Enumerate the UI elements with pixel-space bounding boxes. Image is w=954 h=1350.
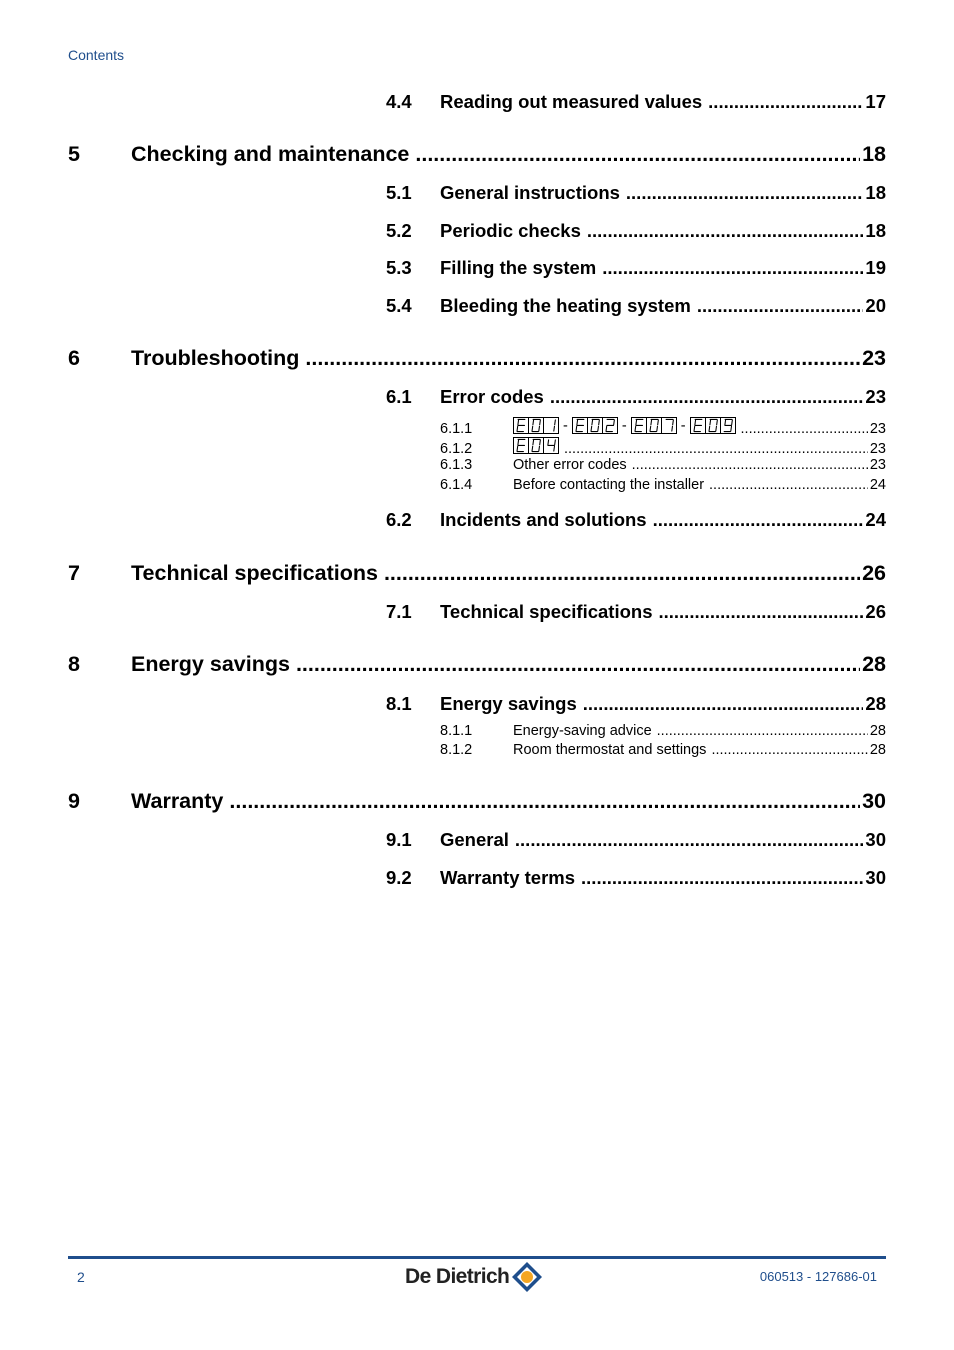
segment-digit <box>529 417 544 434</box>
toc-page: 18 <box>862 142 886 166</box>
segment-digit <box>603 417 618 434</box>
code-separator: - <box>563 417 568 434</box>
toc-title: Troubleshooting <box>131 346 300 370</box>
toc-title: Periodic checks <box>440 220 581 241</box>
leader-dots <box>711 742 867 758</box>
toc-page: 28 <box>869 723 886 739</box>
toc-page: 30 <box>865 867 886 888</box>
toc-number: 9.1 <box>386 829 412 850</box>
leader-dots <box>581 867 863 889</box>
toc-page: 24 <box>869 477 886 493</box>
toc-entry-9-2[interactable] <box>386 867 886 889</box>
toc-number: 6.1.1 <box>440 421 473 437</box>
toc-entry-6-1[interactable] <box>386 386 886 408</box>
code-separator: - <box>621 417 627 434</box>
toc-title: Energy savings <box>440 693 577 714</box>
toc-number: 7 <box>68 561 80 585</box>
toc-number: 5.1 <box>386 182 412 203</box>
leader-dots <box>709 477 868 493</box>
toc-page: 28 <box>869 742 886 758</box>
toc-title: General instructions <box>440 182 620 203</box>
toc-page: 19 <box>865 257 886 278</box>
leader-dots <box>626 182 864 204</box>
toc-entry-7-1[interactable] <box>386 601 886 623</box>
segment-digit <box>690 417 706 434</box>
leader-dots <box>653 509 864 531</box>
toc-page: 30 <box>865 829 886 850</box>
error-code-e07 <box>631 417 677 434</box>
toc-number: 5.3 <box>386 257 412 278</box>
leader-dots <box>658 601 863 623</box>
segment-digit <box>544 417 559 434</box>
toc-page: 17 <box>865 91 886 112</box>
toc-entry-5-3[interactable] <box>386 257 886 279</box>
segment-digit <box>513 417 529 434</box>
toc-title: Reading out measured values <box>440 91 703 112</box>
toc-number: 5.4 <box>386 295 412 316</box>
leader-dots <box>697 295 864 317</box>
toc-entry-8-1-2[interactable] <box>440 742 886 758</box>
toc-entry-6-1-3[interactable] <box>440 457 886 473</box>
toc-entry-6-1-1[interactable] <box>440 417 886 437</box>
toc-title: Incidents and solutions <box>440 509 647 530</box>
toc-page: 20 <box>865 295 886 316</box>
segment-digit <box>721 417 736 434</box>
toc-chapter-9[interactable] <box>68 789 886 814</box>
toc-entry-9-1[interactable] <box>386 829 886 851</box>
toc-title: Energy-saving advice <box>513 723 652 739</box>
leader-dots <box>741 421 868 437</box>
toc-chapter-6[interactable] <box>68 346 886 371</box>
toc-number: 5 <box>68 142 80 166</box>
toc-number: 8 <box>68 652 80 676</box>
toc-number: 6.2 <box>386 509 412 530</box>
leader-dots <box>632 457 868 473</box>
toc-number: 8.1.2 <box>440 742 473 758</box>
document-reference: 060513 - 127686-01 <box>759 1269 877 1284</box>
segment-digit <box>544 437 559 454</box>
toc-number: 9.2 <box>386 867 412 888</box>
toc-page: 23 <box>869 441 886 457</box>
segment-digit <box>647 417 662 434</box>
toc-page: 18 <box>865 182 886 203</box>
toc-page: 26 <box>865 601 886 622</box>
toc-chapter-7[interactable] <box>68 561 886 586</box>
error-code-e04 <box>513 437 559 454</box>
toc-title: Other error codes <box>513 457 627 473</box>
error-code-e09 <box>690 417 736 434</box>
leader-dots <box>583 693 864 715</box>
leader-dots <box>708 91 863 113</box>
toc-number: 6.1.3 <box>440 457 473 473</box>
leader-dots <box>550 386 864 408</box>
segment-digit <box>529 437 544 454</box>
leader-dots <box>587 220 864 242</box>
toc-entry-4-4[interactable] <box>386 91 886 113</box>
leader-dots <box>415 142 860 167</box>
toc-number: 6.1.2 <box>440 441 473 457</box>
toc-entry-5-4[interactable] <box>386 295 886 317</box>
toc-page: 30 <box>862 789 886 813</box>
segment-digit <box>513 437 529 454</box>
leader-dots <box>515 829 864 851</box>
toc-title: Filling the system <box>440 257 597 278</box>
toc-title: Technical specifications <box>440 601 653 622</box>
toc-title: Error codes <box>440 386 544 407</box>
toc-number: 8.1 <box>386 693 412 714</box>
toc-page: 28 <box>865 693 886 714</box>
toc-number: 7.1 <box>386 601 412 622</box>
toc-title: Bleeding the heating system <box>440 295 691 316</box>
toc-chapter-8[interactable] <box>68 652 886 677</box>
code-separator: - <box>680 417 686 434</box>
toc-chapter-5[interactable] <box>68 142 886 167</box>
toc-page: 23 <box>869 457 886 473</box>
toc-entry-6-1-4[interactable] <box>440 477 886 493</box>
leader-dots <box>384 561 860 586</box>
toc-title: Room thermostat and settings <box>513 742 707 758</box>
toc-title: Technical specifications <box>131 561 378 585</box>
toc-page: 23 <box>862 346 886 370</box>
leader-dots <box>564 441 868 457</box>
toc-entry-5-1[interactable] <box>386 182 886 204</box>
toc-number: 5.2 <box>386 220 412 241</box>
leader-dots <box>657 723 868 739</box>
toc-title: Warranty <box>131 789 224 813</box>
footer-divider <box>68 1256 886 1259</box>
leader-dots <box>305 346 860 371</box>
toc-page: 23 <box>869 421 886 437</box>
toc-page: 28 <box>862 652 886 676</box>
toc-entry-8-1[interactable] <box>386 693 886 715</box>
running-header: Contents <box>68 47 125 63</box>
brand-name: De Dietrich <box>405 1265 510 1288</box>
leader-dots <box>296 652 860 677</box>
toc-number: 6.1.4 <box>440 477 473 493</box>
toc-number: 6 <box>68 346 80 370</box>
segment-digit <box>588 417 603 434</box>
toc-page: 24 <box>865 509 886 530</box>
toc-number: 8.1.1 <box>440 723 473 739</box>
toc-page: 23 <box>865 386 886 407</box>
toc-entry-6-2[interactable] <box>386 509 886 531</box>
toc-page: 26 <box>862 561 886 585</box>
segment-digit <box>631 417 647 434</box>
segment-digit <box>662 417 677 434</box>
diamond-logo-icon <box>510 1260 544 1294</box>
brand-logo <box>405 1260 544 1294</box>
error-code-e01 <box>513 417 559 434</box>
error-code-list <box>513 437 559 454</box>
toc-title: General <box>440 829 509 850</box>
toc-page: 18 <box>865 220 886 241</box>
toc-title: Before contacting the installer <box>513 477 705 493</box>
toc-entry-8-1-1[interactable] <box>440 723 886 739</box>
leader-dots <box>602 257 863 279</box>
toc-number: 6.1 <box>386 386 412 407</box>
error-code-e02 <box>572 417 618 434</box>
toc-title: Warranty terms <box>440 867 576 888</box>
leader-dots <box>229 789 860 814</box>
segment-digit <box>706 417 721 434</box>
toc-entry-6-1-2[interactable] <box>440 437 886 457</box>
page-number: 2 <box>77 1269 85 1285</box>
segment-digit <box>572 417 588 434</box>
toc-title: Checking and maintenance <box>131 142 410 166</box>
error-code-list <box>513 417 736 434</box>
toc-number: 4.4 <box>386 91 412 112</box>
toc-title: Energy savings <box>131 652 290 676</box>
toc-entry-5-2[interactable] <box>386 220 886 242</box>
toc-number: 9 <box>68 789 80 813</box>
